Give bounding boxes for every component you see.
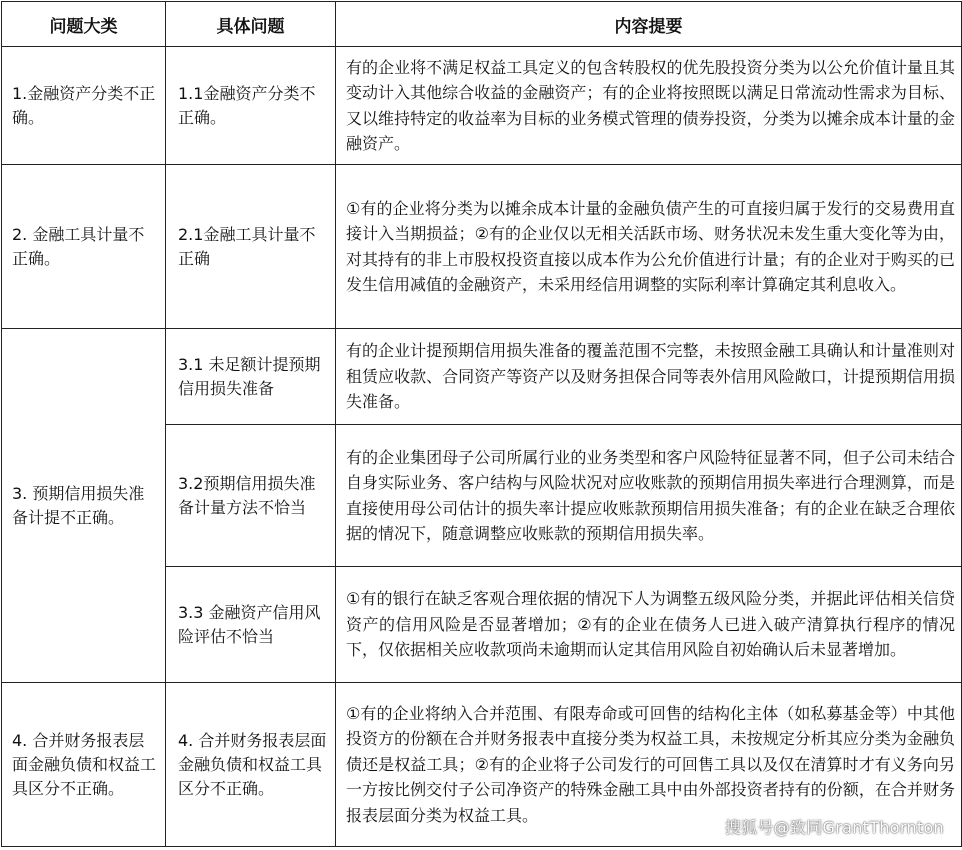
content-cell: ①有的企业将纳入合并范围、有限寿命或可回售的结构化主体（如私募基金等）中其他投资方的份额在合并财务报表中直接分类为权益工具，未按规定分析其应分类为金融负债还是权益工具；②有的企业将子公司发行的可回售工具以及仅在清算时才有义务向另一方按比例交付子公司净资产的特殊金融工具中由外部投资者持有的份额，在合并财务报表层面分类为权益工具。 <box>336 683 962 847</box>
category-cell: 4. 合并财务报表层面金融负债和权益工具区分不正确。 <box>2 683 166 847</box>
watermark: 搜狐号@致同GrantThornton <box>724 818 944 837</box>
issue-cell: 3.1 未足额计提预期信用损失准备 <box>166 329 336 425</box>
issue-cell: 3.3 金融资产信用风险评估不恰当 <box>166 567 336 683</box>
header-category: 问题大类 <box>2 2 166 47</box>
category-cell: 1.金融资产分类不正确。 <box>2 47 166 165</box>
issue-cell: 1.1金融资产分类不正确。 <box>166 47 336 165</box>
table-row <box>2 165 962 329</box>
table-row <box>2 329 962 425</box>
issues-table <box>1 1 962 847</box>
table-row <box>2 47 962 165</box>
content-cell: 有的企业集团母子公司所属行业的业务类型和客户风险特征显著不同，但子公司未结合自身实际业务、客户结构与风险状况对应收账款的预期信用损失率进行合理测算，而是直接使用母公司估计的损失率计提应收账款预期信用损失准备；有的企业在缺乏合理依据的情况下，随意调整应收账款的预期信用损失率。 <box>336 425 962 567</box>
content-cell: 有的企业将不满足权益工具定义的包含转股权的优先股投资分类为以公允价值计量且其变动计入其他综合收益的金融资产；有的企业将按照既以满足日常流动性需求为目标、又以维持特定的收益率为目标的业务模式管理的债券投资，分类为以摊余成本计量的金融资产。 <box>336 47 962 165</box>
content-cell: 有的企业计提预期信用损失准备的覆盖范围不完整，未按照金融工具确认和计量准则对租赁应收款、合同资产等资产以及财务担保合同等表外信用风险敞口，计提预期信用损失准备。 <box>336 329 962 425</box>
content-cell: ①有的银行在缺乏客观合理依据的情况下人为调整五级风险分类，并据此评估相关信贷资产的信用风险是否显著增加；②有的企业在债务人已进入破产清算执行程序的情况下，仅依据相关应收款项尚未逾期而认定其信用风险自初始确认后未显著增加。 <box>336 567 962 683</box>
category-cell: 3. 预期信用损失准备计提不正确。 <box>2 329 166 683</box>
issue-cell: 3.2预期信用损失准备计量方法不恰当 <box>166 425 336 567</box>
issue-cell: 2.1金融工具计量不正确 <box>166 165 336 329</box>
header-content: 内容提要 <box>336 2 962 47</box>
category-cell: 2. 金融工具计量不正确。 <box>2 165 166 329</box>
content-cell: ①有的企业将分类为以摊余成本计量的金融负债产生的可直接归属于发行的交易费用直接计入当期损益；②有的企业仅以无相关活跃市场、财务状况未发生重大变化等为由，对其持有的非上市股权投资直接以成本作为公允价值进行计量；有的企业对于购买的已发生信用减值的金融资产，未采用经信用调整的实际利率计算确定其利息收入。 <box>336 165 962 329</box>
header-issue: 具体问题 <box>166 2 336 47</box>
issue-cell: 4. 合并财务报表层面金融负债和权益工具区分不正确。 <box>166 683 336 847</box>
header-row <box>2 2 962 47</box>
